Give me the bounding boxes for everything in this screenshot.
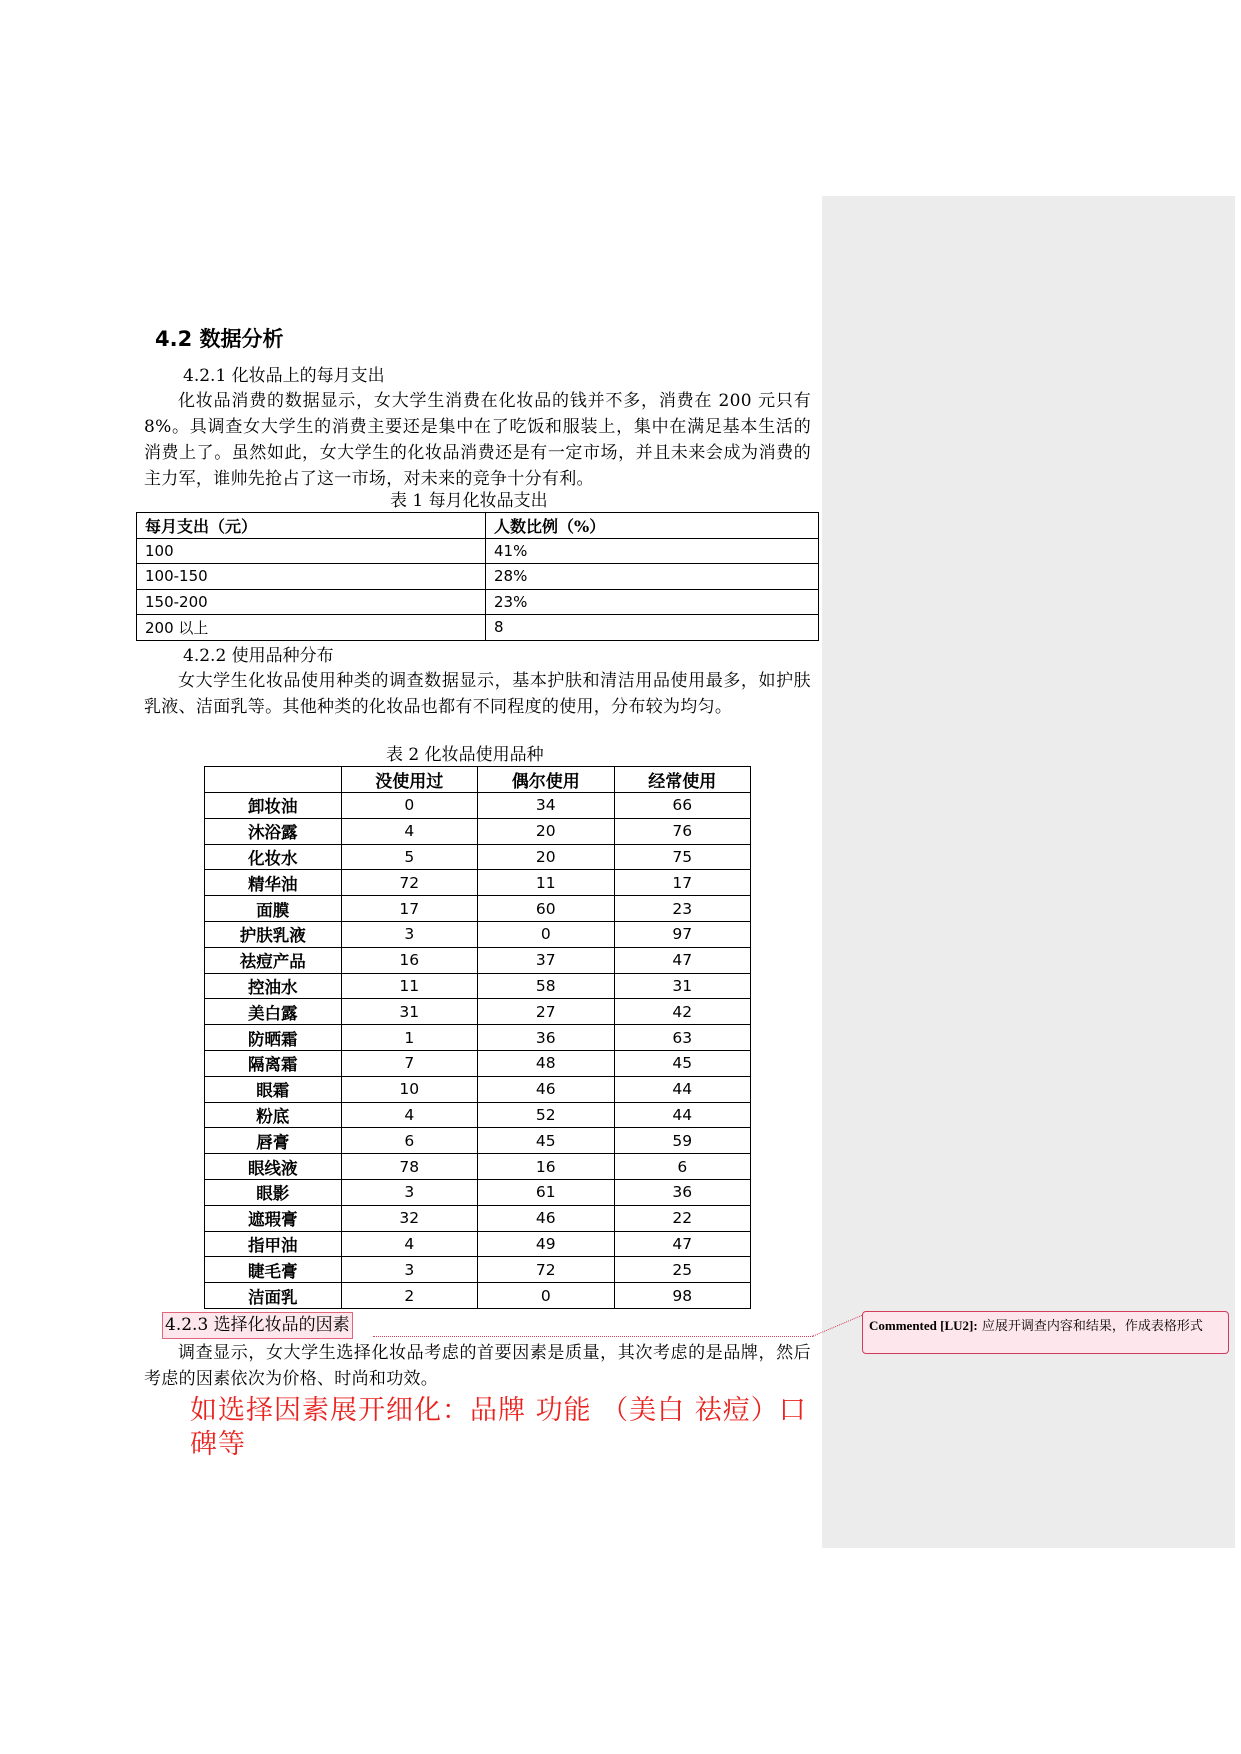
table2-cell: 1 — [341, 1025, 478, 1051]
table2-row — [205, 1179, 751, 1205]
table2-cell: 27 — [478, 999, 615, 1025]
table2-header-cell: 没使用过 — [341, 767, 478, 793]
table2-row-label: 指甲油 — [205, 1231, 342, 1257]
comment-author: Commented [LU2]: — [869, 1318, 978, 1333]
table2-cell: 58 — [478, 973, 615, 999]
table2-row — [205, 818, 751, 844]
table2-cell: 61 — [478, 1179, 615, 1205]
paragraph-4-2-3: 调查显示，女大学生选择化妆品考虑的首要因素是质量，其次考虑的是品牌，然后考虑的因素依次为价格、时尚和功效。 — [144, 1343, 811, 1389]
table2-row-label: 唇膏 — [205, 1128, 342, 1154]
table2-cell: 46 — [478, 1205, 615, 1231]
table2-cell: 0 — [478, 921, 615, 947]
table2-header-cell: 偶尔使用 — [478, 767, 615, 793]
table2-cell: 17 — [341, 896, 478, 922]
subheading-4-2-1: 4.2.1 化妆品上的每月支出 — [183, 366, 385, 386]
table2-row-label: 遮瑕膏 — [205, 1205, 342, 1231]
table2-cell: 44 — [614, 1076, 751, 1102]
table2-cell: 34 — [478, 793, 615, 819]
comment-text: 应展开调查内容和结果，作成表格形式 — [981, 1319, 1203, 1334]
table2-row-label: 护肤乳液 — [205, 921, 342, 947]
paragraph-4-2-1: 化妆品消费的数据显示，女大学生消费在化妆品的钱并不多，消费在 200 元只有 8%。具调查女大学生的消费主要还是集中在了吃饭和服装上，集中在满足基本生活的消费上了。虽然如此，女大学生的化妆品消费还是有一定市场，并且未来会成为消费的主力军，谁帅先抢占了这一市场，对未来的竞争十分有利。 — [144, 391, 811, 489]
table2-row — [205, 1231, 751, 1257]
table2-cell: 4 — [341, 1102, 478, 1128]
table2-cell: 4 — [341, 818, 478, 844]
table2-row-label: 眼影 — [205, 1179, 342, 1205]
table2-cell: 31 — [341, 999, 478, 1025]
table2-cell: 3 — [341, 1257, 478, 1283]
table2-row-label: 防晒霜 — [205, 1025, 342, 1051]
table1-cell: 41% — [486, 538, 819, 564]
table2-cell: 10 — [341, 1076, 478, 1102]
section-title: 4.2 数据分析 — [155, 327, 284, 351]
table2-cell: 66 — [614, 793, 751, 819]
table2-row — [205, 1128, 751, 1154]
table2-cell: 3 — [341, 1179, 478, 1205]
table2-row — [205, 1154, 751, 1180]
table2-header-row — [205, 767, 751, 793]
table2-cell: 16 — [341, 947, 478, 973]
table2-row-label: 眼线液 — [205, 1154, 342, 1180]
table2-cell: 36 — [478, 1025, 615, 1051]
table2-cell: 0 — [341, 793, 478, 819]
table2-row-label: 控油水 — [205, 973, 342, 999]
table-product-usage — [204, 766, 751, 1309]
table2-row-label: 化妆水 — [205, 844, 342, 870]
table2-cell: 46 — [478, 1076, 615, 1102]
table1-row — [137, 589, 819, 615]
table2-cell: 3 — [341, 921, 478, 947]
table1-row — [137, 615, 819, 641]
table2-row — [205, 1283, 751, 1309]
table2-cell: 6 — [614, 1154, 751, 1180]
table2-cell: 2 — [341, 1283, 478, 1309]
table2-row-label: 美白露 — [205, 999, 342, 1025]
table2-cell: 47 — [614, 947, 751, 973]
table1-cell: 8 — [486, 615, 819, 641]
table2-cell: 76 — [614, 818, 751, 844]
table2-row — [205, 1102, 751, 1128]
table2-row-label: 粉底 — [205, 1102, 342, 1128]
table2-cell: 23 — [614, 896, 751, 922]
table2-row — [205, 870, 751, 896]
table2-cell: 44 — [614, 1102, 751, 1128]
table2-row — [205, 793, 751, 819]
table2-cell: 22 — [614, 1205, 751, 1231]
table2-row-label: 卸妆油 — [205, 793, 342, 819]
table2-row — [205, 1257, 751, 1283]
table2-cell: 31 — [614, 973, 751, 999]
table2-cell: 20 — [478, 818, 615, 844]
table2-cell: 52 — [478, 1102, 615, 1128]
paragraph-4-2-2: 女大学生化妆品使用种类的调查数据显示，基本护肤和清洁用品使用最多，如护肤乳液、洁面乳等。其他种类的化妆品也都有不同程度的使用，分布较为均匀。 — [144, 671, 811, 717]
table2-header-cell — [205, 767, 342, 793]
table1-cell: 28% — [486, 564, 819, 590]
table2-cell: 49 — [478, 1231, 615, 1257]
table2-row — [205, 999, 751, 1025]
table2-cell: 32 — [341, 1205, 478, 1231]
table2-cell: 11 — [478, 870, 615, 896]
table2-header-cell: 经常使用 — [614, 767, 751, 793]
comment-connector-line — [373, 1336, 813, 1337]
table2-row — [205, 947, 751, 973]
table2-row-label: 洁面乳 — [205, 1283, 342, 1309]
table2-row-label: 精华油 — [205, 870, 342, 896]
table1-header-row — [137, 513, 819, 539]
table1-cell: 23% — [486, 589, 819, 615]
table2-cell: 37 — [478, 947, 615, 973]
table2-cell: 48 — [478, 1050, 615, 1076]
table2-cell: 20 — [478, 844, 615, 870]
table2-cell: 16 — [478, 1154, 615, 1180]
table1-row — [137, 564, 819, 590]
table1-row — [137, 538, 819, 564]
table2-cell: 45 — [614, 1050, 751, 1076]
table-monthly-spending — [136, 512, 819, 641]
table2-cell: 97 — [614, 921, 751, 947]
table2-cell: 7 — [341, 1050, 478, 1076]
table2-row-label: 眼霜 — [205, 1076, 342, 1102]
table2-row-label: 面膜 — [205, 896, 342, 922]
table2-cell: 63 — [614, 1025, 751, 1051]
table2-cell: 98 — [614, 1283, 751, 1309]
table2-row — [205, 1076, 751, 1102]
table2-cell: 60 — [478, 896, 615, 922]
table2-row-label: 祛痘产品 — [205, 947, 342, 973]
table1-cell: 100-150 — [137, 564, 486, 590]
table2-cell: 59 — [614, 1128, 751, 1154]
table2-row — [205, 1025, 751, 1051]
table2-cell: 42 — [614, 999, 751, 1025]
table2-row — [205, 921, 751, 947]
table2-cell: 72 — [341, 870, 478, 896]
table2-cell: 11 — [341, 973, 478, 999]
table1-header-cell: 人数比例（%） — [486, 513, 819, 539]
table2-row — [205, 844, 751, 870]
table2-caption: 表 2 化妆品使用品种 — [386, 745, 544, 765]
table1-caption: 表 1 每月化妆品支出 — [390, 491, 548, 511]
comment-balloon[interactable] — [862, 1311, 1229, 1354]
table2-row — [205, 1050, 751, 1076]
table2-cell: 47 — [614, 1231, 751, 1257]
table1-cell: 200 以上 — [137, 615, 486, 641]
table2-cell: 25 — [614, 1257, 751, 1283]
commented-heading-4-2-3[interactable]: 4.2.3 选择化妆品的因素 — [162, 1312, 353, 1339]
table1-cell: 100 — [137, 538, 486, 564]
table1-cell: 150-200 — [137, 589, 486, 615]
table2-cell: 45 — [478, 1128, 615, 1154]
table2-cell: 36 — [614, 1179, 751, 1205]
table2-cell: 6 — [341, 1128, 478, 1154]
table2-cell: 75 — [614, 844, 751, 870]
table2-row — [205, 896, 751, 922]
table2-row — [205, 1205, 751, 1231]
table2-cell: 0 — [478, 1283, 615, 1309]
table2-cell: 5 — [341, 844, 478, 870]
table2-row-label: 隔离霜 — [205, 1050, 342, 1076]
subheading-4-2-2: 4.2.2 使用品种分布 — [183, 646, 334, 666]
table2-row — [205, 973, 751, 999]
table2-cell: 17 — [614, 870, 751, 896]
table2-row-label: 沐浴露 — [205, 818, 342, 844]
table1-header-cell: 每月支出（元） — [137, 513, 486, 539]
table2-row-label: 睫毛膏 — [205, 1257, 342, 1283]
table2-cell: 78 — [341, 1154, 478, 1180]
table2-cell: 4 — [341, 1231, 478, 1257]
table2-cell: 72 — [478, 1257, 615, 1283]
red-revision-note: 如选择因素展开细化：品牌 功能 （美白 祛痘）口碑等 — [190, 1395, 807, 1460]
